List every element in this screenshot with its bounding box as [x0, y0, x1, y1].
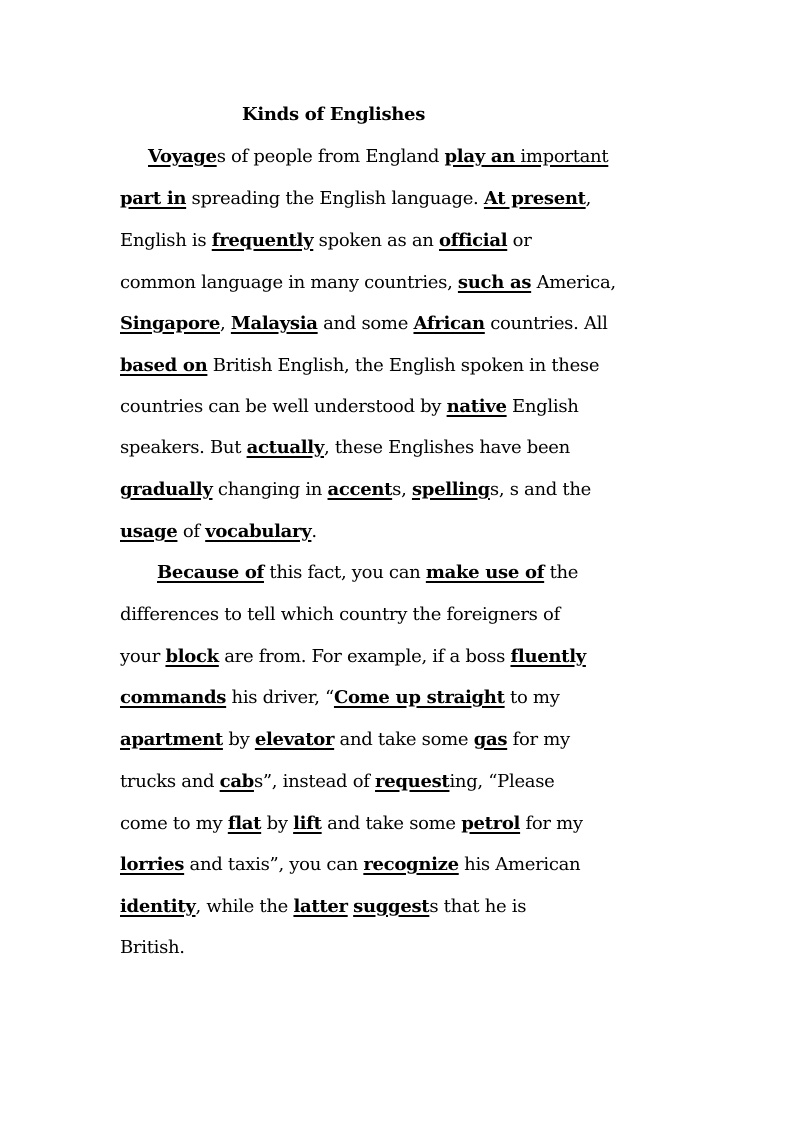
text-run: trucks and: [120, 771, 220, 792]
highlighted-phrase: usage: [120, 521, 178, 542]
text-run: his driver, “: [226, 687, 334, 708]
text-run: and take some: [321, 813, 462, 834]
text-run: countries. All: [484, 313, 608, 334]
text-run: s,: [392, 479, 412, 500]
text-line: [120, 272, 616, 293]
text-run: .: [311, 521, 317, 542]
text-run: British English, the English spoken in these: [207, 355, 600, 376]
text-line: [120, 604, 560, 625]
text-line: [120, 896, 526, 917]
highlighted-phrase: Come up straight: [333, 687, 505, 708]
highlighted-phrase: fluently: [510, 646, 586, 667]
highlighted-phrase: important: [514, 146, 609, 167]
highlighted-phrase: latter: [293, 896, 348, 917]
highlighted-phrase: Singapore: [120, 313, 221, 334]
highlighted-phrase: suggest: [353, 896, 430, 917]
text-run: , while the: [195, 896, 294, 917]
text-run: s of people from England: [216, 146, 445, 167]
highlighted-phrase: cab: [219, 771, 254, 792]
highlighted-phrase: gradually: [120, 479, 213, 500]
text-line: [120, 230, 532, 251]
text-run: this fact, you can: [263, 562, 426, 583]
text-run: for my: [520, 813, 583, 834]
highlighted-phrase: such as: [457, 272, 532, 293]
highlighted-phrase: flat: [227, 813, 262, 834]
text-run: , these Englishes have been: [324, 437, 570, 458]
highlighted-phrase: block: [165, 646, 219, 667]
highlighted-phrase: petrol: [461, 813, 521, 834]
highlighted-phrase: spelling: [411, 479, 490, 500]
text-run: are from. For example, if a boss: [218, 646, 511, 667]
highlighted-phrase: elevator: [254, 729, 335, 750]
text-run: and take some: [334, 729, 474, 750]
highlighted-phrase: gas: [473, 729, 508, 750]
text-run: to my: [504, 687, 560, 708]
text-run: for my: [507, 729, 570, 750]
text-line: [120, 937, 185, 958]
text-run: America,: [531, 272, 616, 293]
highlighted-phrase: request: [375, 771, 450, 792]
text-run: his American: [458, 854, 581, 875]
text-line: [120, 355, 599, 376]
text-line: [120, 854, 580, 875]
text-line: [120, 687, 560, 708]
text-line: [120, 437, 570, 458]
document-title: Kinds of Englishes: [242, 104, 426, 125]
text-line: [120, 813, 583, 834]
text-run: by: [222, 729, 255, 750]
highlighted-phrase: Malaysia: [230, 313, 318, 334]
text-line: [120, 646, 586, 667]
text-line: [120, 479, 591, 500]
highlighted-phrase: Voyage: [148, 146, 217, 167]
text-run: come to my: [120, 813, 228, 834]
highlighted-phrase: part in: [120, 188, 187, 209]
highlighted-phrase: accent: [327, 479, 393, 500]
highlighted-phrase: based on: [120, 355, 208, 376]
highlighted-phrase: commands: [120, 687, 227, 708]
highlighted-phrase: vocabulary: [205, 521, 312, 542]
text-run: s”, instead of: [253, 771, 376, 792]
highlighted-phrase: actually: [246, 437, 325, 458]
text-run: changing in: [212, 479, 328, 500]
text-run: your: [120, 646, 166, 667]
highlighted-phrase: Because of: [157, 562, 264, 583]
text-run: or: [507, 230, 532, 251]
highlighted-phrase: make use of: [425, 562, 545, 583]
text-run: English: [506, 396, 579, 417]
highlighted-phrase: lift: [293, 813, 322, 834]
text-run: spreading the English language.: [186, 188, 484, 209]
text-run: s that he is: [429, 896, 527, 917]
text-run: of: [177, 521, 206, 542]
text-run: ing, “Please: [449, 771, 555, 792]
highlighted-phrase: play an: [444, 146, 515, 167]
text-run: ,: [220, 313, 231, 334]
text-run: differences to tell which country the foreigners of: [120, 604, 560, 625]
text-run: and taxis”, you can: [184, 854, 364, 875]
text-run: spoken as an: [313, 230, 439, 251]
text-line: [120, 396, 579, 417]
highlighted-phrase: African: [413, 313, 485, 334]
highlighted-phrase: native: [446, 396, 507, 417]
highlighted-phrase: apartment: [120, 729, 223, 750]
text-run: common language in many countries,: [120, 272, 458, 293]
text-run: English is: [120, 230, 212, 251]
text-line: [120, 313, 608, 334]
text-line: [120, 729, 570, 750]
text-run: by: [261, 813, 294, 834]
highlighted-phrase: official: [439, 230, 508, 251]
text-line: [157, 562, 578, 583]
text-run: countries can be well understood by: [120, 396, 447, 417]
text-run: speakers. But: [120, 437, 247, 458]
highlighted-phrase: identity: [120, 896, 196, 917]
highlighted-phrase: lorries: [120, 854, 185, 875]
text-line: [120, 521, 317, 542]
text-line: [148, 146, 608, 167]
text-line: [120, 188, 591, 209]
text-run: and some: [317, 313, 414, 334]
text-line: [120, 771, 555, 792]
text-run: the: [544, 562, 579, 583]
highlighted-phrase: frequently: [211, 230, 314, 251]
text-run: British.: [120, 937, 185, 958]
text-run: ,: [585, 188, 592, 209]
text-run: s, s and the: [489, 479, 592, 500]
highlighted-phrase: At present: [483, 188, 586, 209]
highlighted-phrase: recognize: [363, 854, 459, 875]
